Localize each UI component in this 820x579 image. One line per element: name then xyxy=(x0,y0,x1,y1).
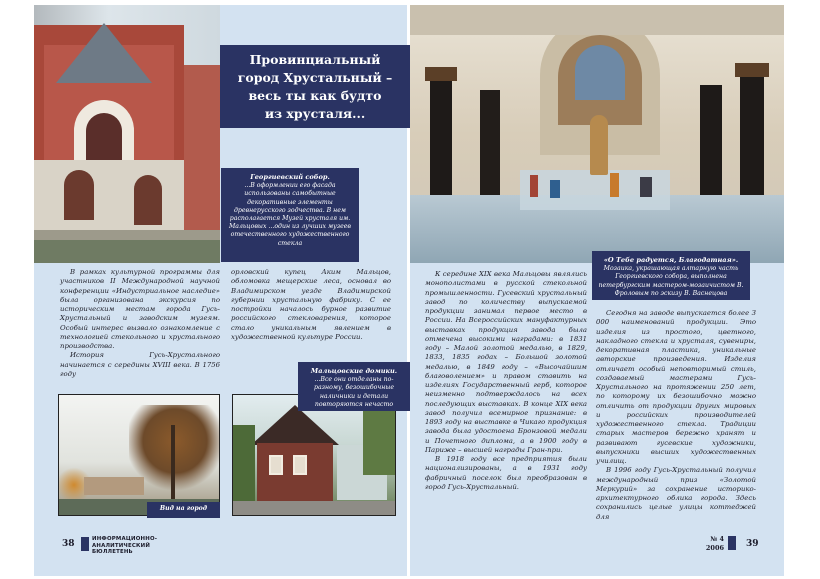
issue-label: № 4 2006 xyxy=(705,535,724,552)
paragraph: Сегодня на заводе выпускается более 3 000 наименований продукции. Это изделия из простого, цветного, накладного стекла и хрусталя, сувениры, декоративная пластика, уникальные авторские произведения. Изделия отличает особый неповторимый стиль, создаваемый мастерами Гусь-Хрустального на протяжении 250 лет, по которому их безошибочно можно отличить от продукции других мировых и российских производителей художественного стекла. Традиции старых мастеров бережно хранят и развивают гусевские художники, выпускники высших художественных училищ. xyxy=(596,309,756,465)
footer-marker-right xyxy=(728,536,736,550)
caption-town-view: Вид на город xyxy=(147,502,220,518)
footer-marker-left xyxy=(81,537,89,551)
caption-georgievsky-cathedral xyxy=(221,168,359,262)
photo-town-view xyxy=(58,394,220,516)
paragraph: В 1996 году Гусь-Хрустальный получил международный приз «Золотой Меркурий» за сохранение историко-архитектурного облика города. Здесь сохранились целые улицы коттеджей для xyxy=(596,466,756,521)
caption-text: ...В оформлении его фасада использованы самобытные декоративные элементы древнерусского зодчества. В нем располагается Музей хрусталя им. Мальцовых ...один из лучших музеев отечественного художественного стекла xyxy=(228,182,352,247)
paragraph: История Гусь-Хрустального начинается с середины XVIII века. В 1756 году xyxy=(60,351,220,378)
caption-text: ...Все они отделаны по-разному, безошибочные наличники и детали повторяются нечасто xyxy=(314,376,394,408)
paragraph: орловский купец Аким Мальцов, обломовка мещерские леса, основал во Владимирском уезде Владимирской губернии хрустальную фабрику. С ее постройки началось бурное развитие российского стекловарения, которое стало уникальным явлением в художественной культуре России. xyxy=(231,268,391,341)
photo-museum-interior xyxy=(410,5,784,263)
photo-maltsov-houses xyxy=(232,394,396,516)
text-column-1 xyxy=(60,268,220,379)
text-column-2 xyxy=(231,268,391,342)
text-column-4 xyxy=(596,309,756,522)
article-title-box xyxy=(220,45,410,128)
bulletin-label: ИНФОРМАЦИОННО- АНАЛИТИЧЕСКИЙ БЮЛЛЕТЕНЬ xyxy=(92,536,158,556)
paragraph: К середине XIX века Мальцовы являлись монополистами в русской стекольной промышленности. Гусевский хрустальный завод по количеству выпускаемой продукции занимал первое место в России. На Всероссийских мануфактурных выставках продукция завода была отмечена высокими наградами: в 1831 году – Малой золотой медалью, в 1829, 1833, 1835 годах – Большой золотой медалью, в 1849 году – «Высочайшим благоволением» и правом ставить на изделиях Государственный герб, которое неизменно подтверждалось на всех последующих выставках. В конце XIX века завод получил всемирное признание: в 1893 году на выставке в Чикаго продукция завода была удостоена Бронзовой медали и Почетного диплома, а в 1900 году в Париже – высшей награды Гран-при. xyxy=(425,270,587,454)
caption-text: Мозаика, украшающая алтарную часть Георгиевского собора, выполнена петербургским мастером-мозаичистом В. Фроловым по эскизу В. Васнецова xyxy=(598,265,744,297)
page-number-right: 39 xyxy=(746,539,759,549)
caption-title: Георгиевский собор. xyxy=(250,173,330,181)
paragraph: В рамках культурной программы для участников II Международной научной конференции «Индустриальное наследие» была организована экскурсия по историческим местам города Гусь-Хрустальный и заводским музеям. Особый интерес вызвало ознакомление с технологией стекольного и хрустального производства. xyxy=(60,268,220,350)
caption-title: «О Тебе радуется, Благодатная». xyxy=(603,256,739,264)
page-number-left: 38 xyxy=(62,539,75,549)
paragraph: В 1918 году все предприятия были национализированы, а в 1931 году фабричный поселок был преобразован в город Гусь-Хрустальный. xyxy=(425,455,587,491)
caption-mosaic xyxy=(592,251,750,300)
caption-maltsov-houses xyxy=(298,362,410,411)
caption-title: Мальцовские домики. xyxy=(310,367,398,375)
photo-georgievsky-cathedral xyxy=(34,5,220,263)
article-title: Провинциальный город Хрустальный – весь ты как будто из хрусталя... xyxy=(237,51,393,121)
text-column-3 xyxy=(425,270,587,492)
